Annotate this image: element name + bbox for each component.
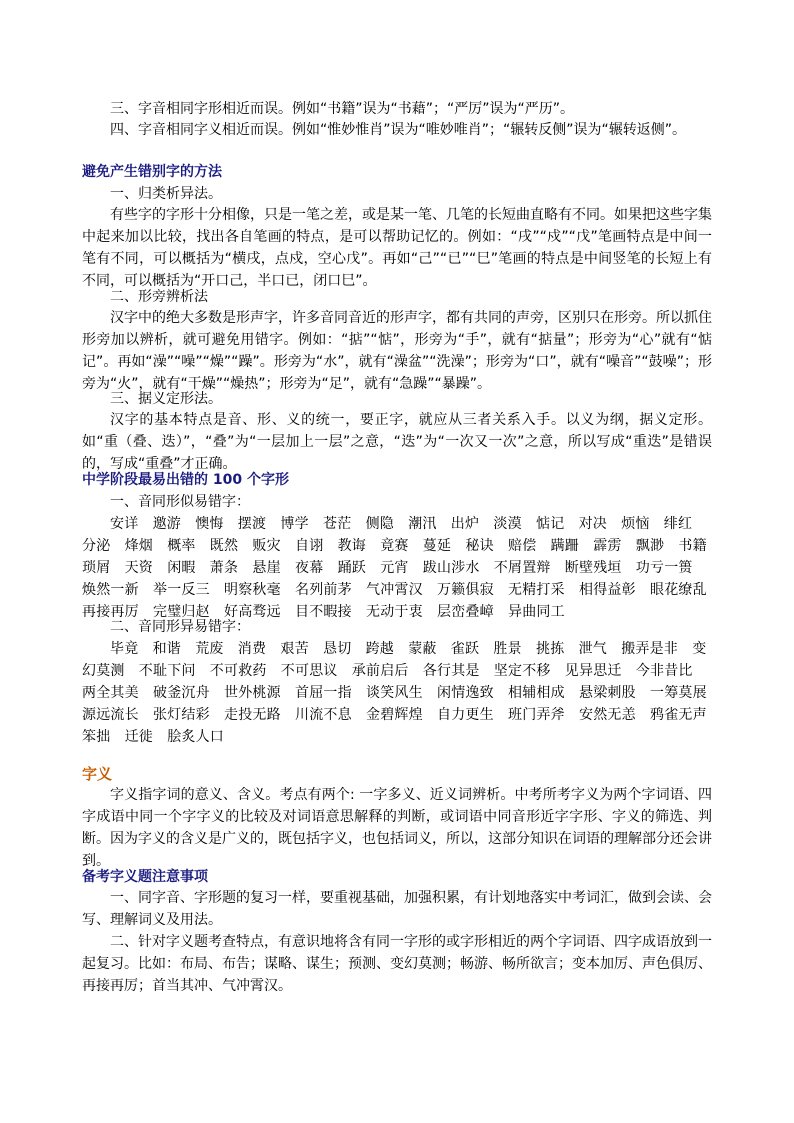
method-1-text: 有些字的字形十分相像，只是一笔之差，或是某一笔、几笔的长短曲直略有不同。如果把这些字集中起来加以比较，找出各自笔画的特点，是可以帮助记忆的。例如：“戌”“戍”“戊”笔画特点是中间一笔有不同，可以概括为“横戌，点戍，空心戊”。再如“己”“已”“巳”笔画的特点是中间竖笔的长短上有不同，可以概括为“开口己，半口已，闭口巳”。 xyxy=(82,207,712,289)
group-2-title: 二、音同形异易错字： xyxy=(110,619,250,635)
heading-prep-notes: 备考字义题注意事项 xyxy=(82,869,208,885)
heading-word-meaning: 字义 xyxy=(82,765,113,783)
prep-note-1: 一、同字音、字形题的复习一样，要重视基础，加强积累，有计划地落实中考词汇，做到会读、会写、理解词义及用法。 xyxy=(82,890,712,928)
heading-avoid-errors: 避免产生错别字的方法 xyxy=(82,164,222,180)
word-meaning-text: 字义指字词的意义、含义。考点有两个: 一字多义、近义词辨析。中考所考字义为两个字词语、四字成语中同一个字字义的比较及对词语意思解释的判断，或词语中同音形近字字形、字义的筛选、判断。因为字义的含义是广义的，既包括字义，也包括词义，所以，这部分知识在词语的理解部分还会讲到。 xyxy=(82,787,712,869)
method-3-text: 汉字的基本特点是音、形、义的统一，要正字，就应从三者关系入手。以义为纲，据义定形。如“重（叠、迭）”，“叠”为“一层加上一层”之意，“迭”为“一次又一次”之意，所以写成“重迭”是错误的，写成“重叠”才正确。 xyxy=(82,412,712,472)
heading-100-chars: 中学阶段最易出错的 100 个字形 xyxy=(82,472,289,488)
intro-line-3: 三、字音相同字形相近而误。例如“书籍”误为“书藉”；“严厉”误为“严历”。 xyxy=(110,101,575,117)
group-2-words: 毕竟 和谐 荒废 消费 艰苦 恳切 跨越 蒙蔽 雀跃 胜景 挑拣 泄气 搬弄是非 变幻莫测 不耻下问 不可救药 不可思议 承前启后 各行其是 坚定不移 见异思迁 今非昔比 两全其美 破釜沉舟 世外桃源 首屈一指 谈笑风生 闲情逸致 相辅相成 悬梁刺股 一筹莫展 源远流长 张灯结彩 走投无路 川流不息 金碧辉煌 自力更生 班门弄斧 安然无恙 鸦雀无声 笨拙 迁徙 脍炙人口 xyxy=(82,641,722,746)
method-2-title: 二、形旁辨析法 xyxy=(110,289,208,305)
intro-line-4: 四、字音相同字义相近而误。例如“惟妙惟肖”误为“唯妙唯肖”；“辗转反侧”误为“辗转返侧”。 xyxy=(110,122,687,138)
method-3-title: 三、据义定形法。 xyxy=(110,391,222,407)
prep-note-2: 二、针对字义题考查特点，有意识地将含有同一字形的或字形相近的两个字词语、四字成语放到一起复习。比如：布局、布告；谋略、谋生；预测、变幻莫测；畅游、畅所欲言；变本加厉、声色俱厉、再接再厉；首当其冲、气冲霄汉。 xyxy=(82,934,712,994)
method-1-title: 一、归类析异法。 xyxy=(110,186,222,202)
group-1-title: 一、音同形似易错字： xyxy=(110,494,250,510)
method-2-text: 汉字中的绝大多数是形声字，许多音同音近的形声字，都有共同的声旁，区别只在形旁。所以抓住形旁加以辨析，就可避免用错字。例如：“掂”“惦”，形旁为“手”，就有“掂量”；形旁为“心”就有“惦记”。再如“澡”“噪”“燥”“躁”。形旁为“水”，就有“澡盆”“洗澡”；形旁为“口”，就有“噪音”“鼓噪”；形旁为“火”，就有“干燥”“燥热”；形旁为“足”，就有“急躁”“暴躁”。 xyxy=(82,310,712,392)
group-1-words: 安详 邀游 懊悔 摆渡 博学 苍茫 侧隐 潮汛 出炉 淡漠 惦记 对决 烦恼 绯红 分泌 烽烟 概率 既然 贩灾 自诩 教诲 竟赛 蔓延 秘诀 赔偿 蹒跚 霹雳 飘渺 书籍 琐屑 天资 闲暇 萧条 悬崖 夜幕 踊跃 元宵 跋山涉水 不屑置辩 断壁残垣 功亏一篑 焕然一新 举一反三 明察秋毫 名列前茅 气冲霄汉 万籁俱寂 无精打采 相得益彰 眼花缭乱 再接再厉 完璧归赵 好高骛远 目不暇接 无动于衷 层峦叠嶂 异曲同工 xyxy=(82,516,722,621)
